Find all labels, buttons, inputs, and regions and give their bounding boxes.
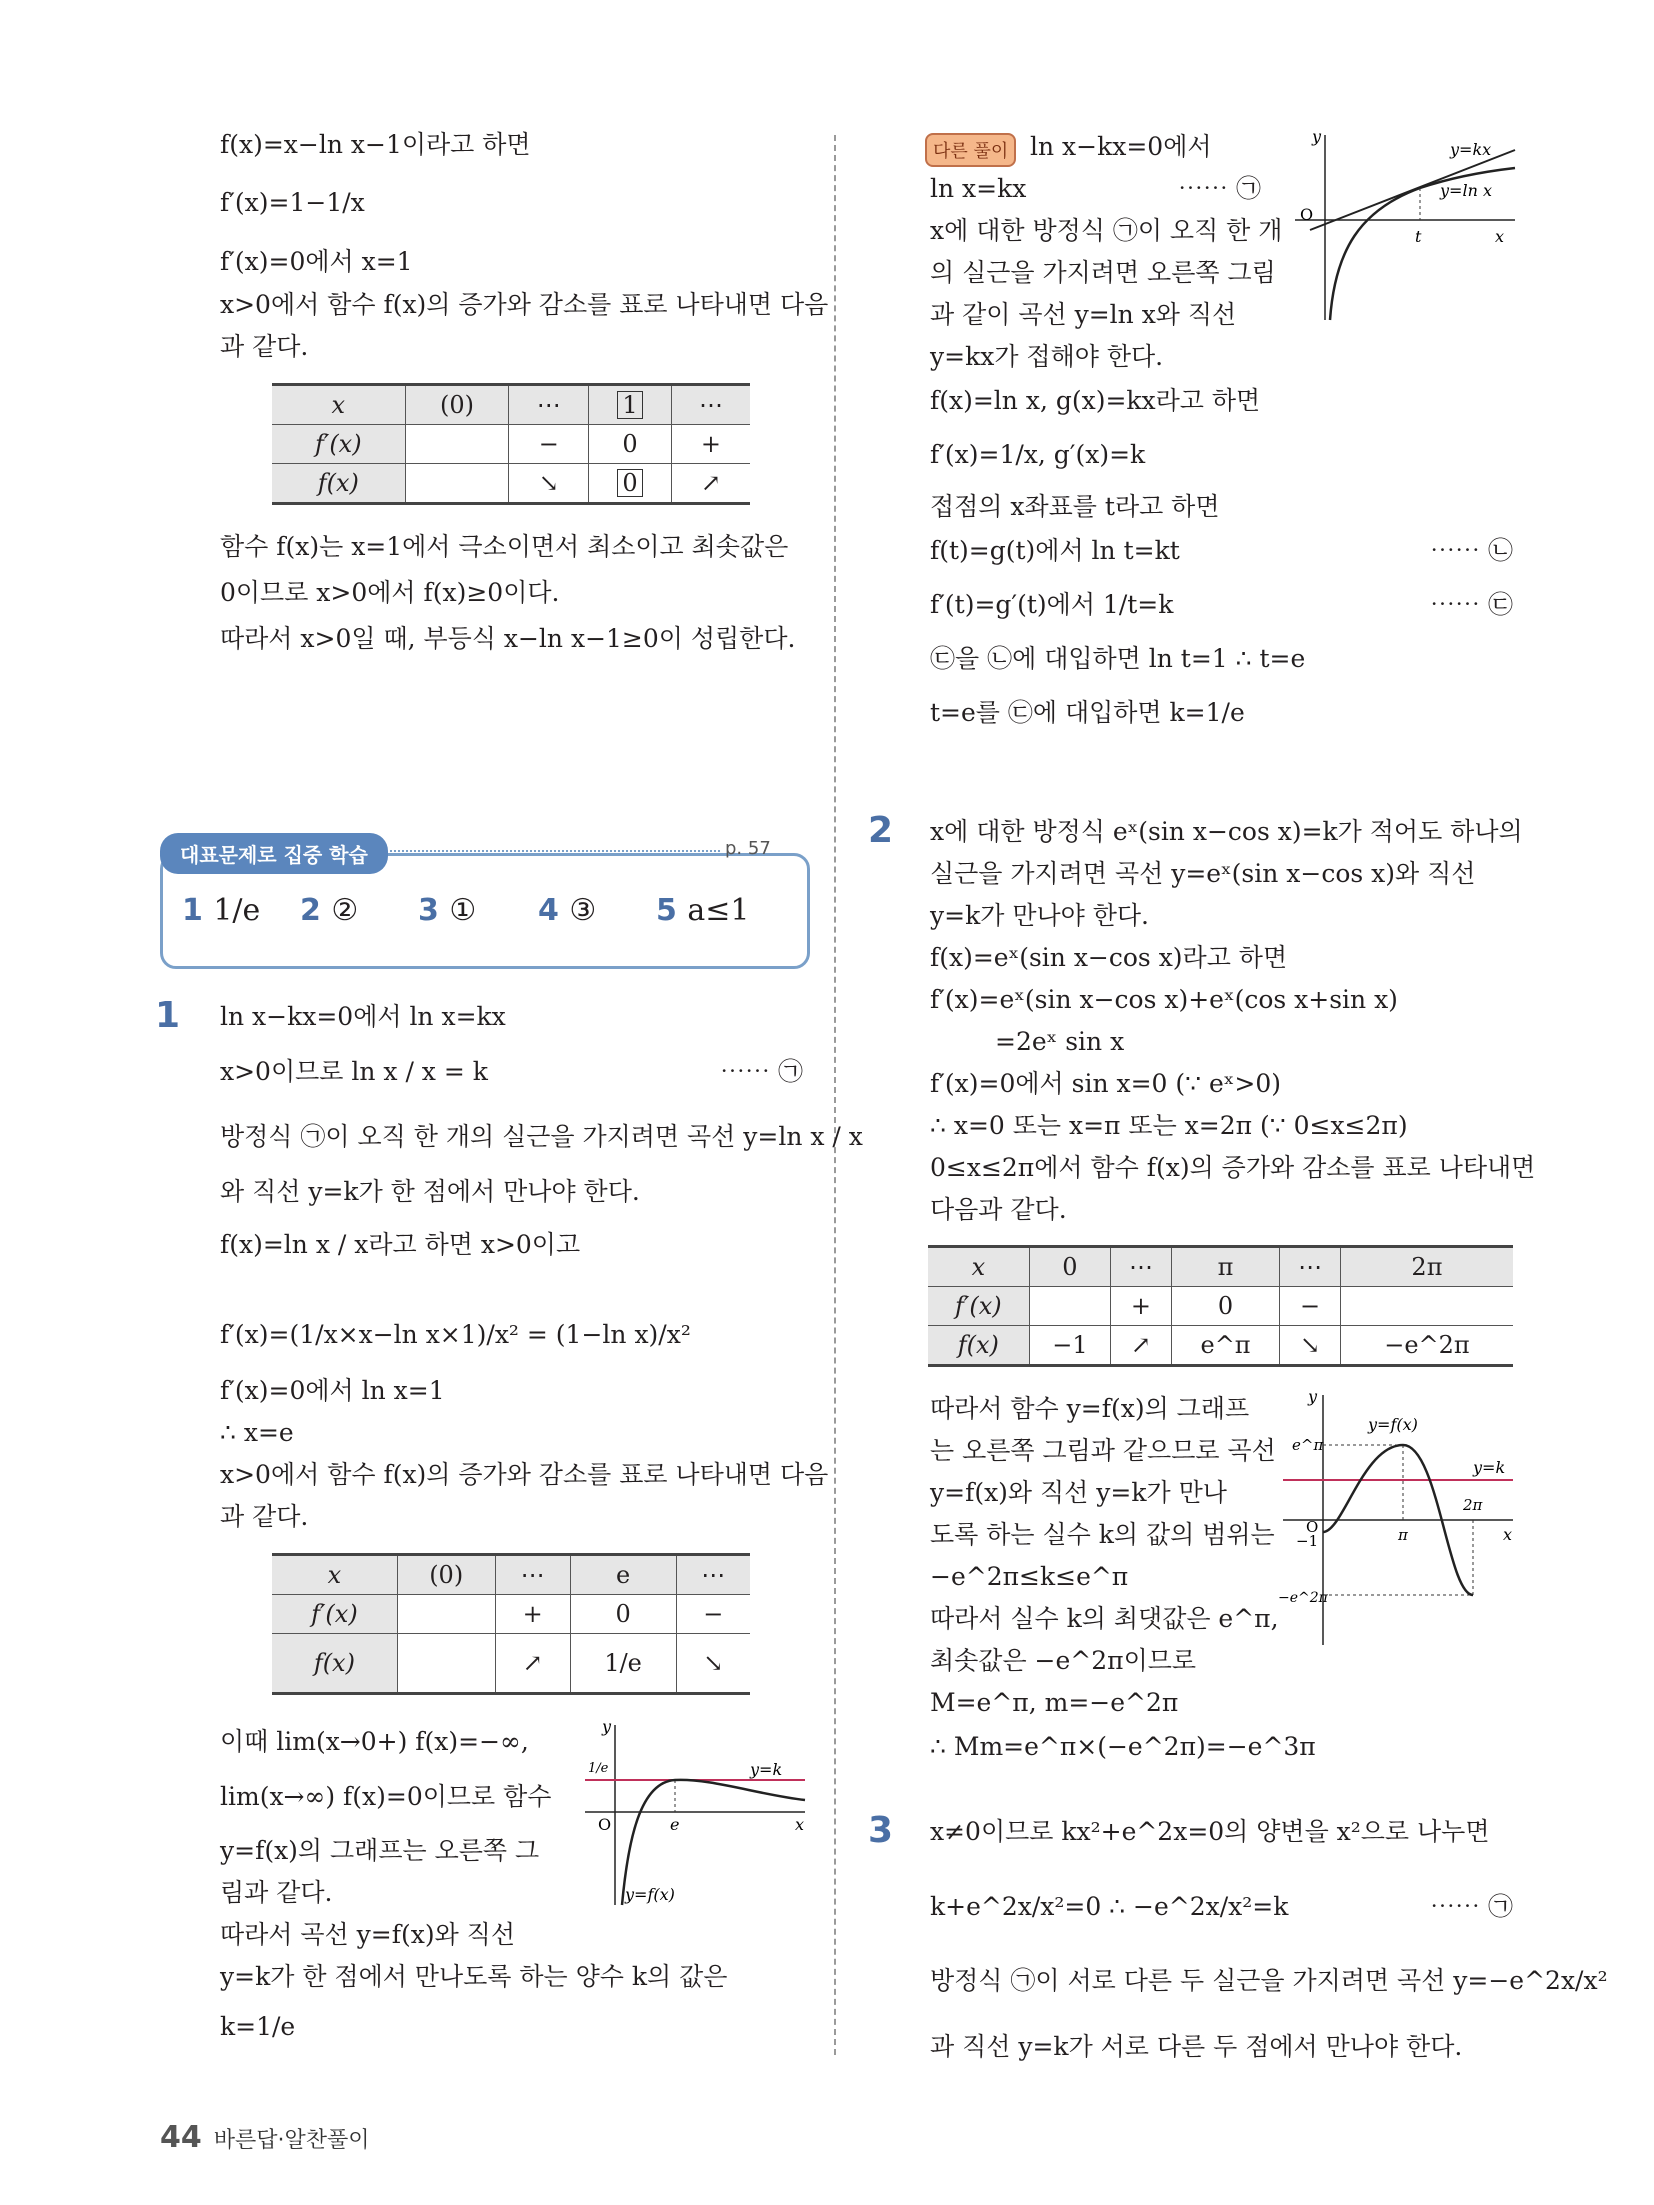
table-cell: f′(x): [272, 1595, 397, 1634]
text-line: ln x=kx: [930, 174, 1027, 203]
text-line: f′(x)=0에서 ln x=1: [220, 1376, 445, 1405]
table-cell: f(x): [272, 1634, 397, 1694]
table-cell: +: [671, 425, 750, 464]
text-line: 는 오른쪽 그림과 같으므로 곡선: [930, 1436, 1276, 1465]
table-cell: 2π: [1340, 1247, 1513, 1287]
text-line: lim(x→∞) f(x)=0이므로 함수: [220, 1782, 552, 1811]
y-axis-label: y: [602, 1720, 612, 1736]
table-cell: [405, 464, 509, 504]
table-cell: ↘: [1280, 1326, 1341, 1366]
table-cell: ⋯: [671, 385, 750, 425]
text-line: 도록 하는 실수 k의 값의 범위는: [930, 1520, 1275, 1549]
text-line: y=k가 만나야 한다.: [930, 901, 1149, 930]
text-line: 0이므로 x>0에서 f(x)≥0이다.: [220, 578, 560, 607]
text-line: t=e를 ㉢에 대입하면 k=1/e: [930, 698, 1245, 727]
increase-decrease-table-1: [272, 383, 750, 505]
table-cell: [1340, 1287, 1513, 1326]
problem-number: 1: [155, 995, 181, 1036]
alt-solution-tag: 다른 풀이: [925, 133, 1016, 167]
table-cell: +: [1111, 1287, 1172, 1326]
text-line: 따라서 실수 k의 최댓값은 e^π,: [930, 1604, 1279, 1633]
text-line: x에 대한 방정식 ㉠이 오직 한 개: [930, 216, 1283, 245]
graph-tangent: [1290, 130, 1520, 325]
problem-number: 3: [868, 1810, 894, 1851]
text-line: 의 실근을 가지려면 오른쪽 그림: [930, 258, 1276, 287]
answers-header: 대표문제로 집중 학습: [160, 833, 388, 874]
table-cell: f′(x): [272, 425, 405, 464]
text-line: 과 직선 y=k가 서로 다른 두 점에서 만나야 한다.: [930, 2032, 1463, 2061]
table-cell: x: [928, 1247, 1029, 1287]
line-label: y=k: [1473, 1458, 1506, 1477]
max-value-label: 1/e: [588, 1761, 609, 1776]
equation-mark: ⋯⋯ ㉢: [1430, 590, 1513, 619]
table-cell: +: [495, 1595, 570, 1634]
minus-one-label: −1: [1296, 1532, 1319, 1550]
table-cell: [405, 425, 509, 464]
table-cell: f(x): [928, 1326, 1029, 1366]
text-line: 방정식 ㉠이 서로 다른 두 실근을 가지려면 곡선 y=−e^2x/x²: [930, 1966, 1608, 1995]
text-line: M=e^π, m=−e^2π: [930, 1688, 1179, 1717]
e-label: e: [670, 1815, 680, 1834]
text-line: 림과 같다.: [220, 1878, 333, 1907]
intro-line: x>0에서 함수 f(x)의 증가와 감소를 표로 나타내면 다음: [220, 290, 829, 319]
text-line: ln x−kx=0에서: [1030, 132, 1212, 161]
x-axis-label: x: [1503, 1525, 1513, 1544]
equation-mark: ⋯⋯ ㉡: [1430, 536, 1513, 565]
table-cell: e: [570, 1555, 676, 1595]
table-cell: −: [676, 1595, 750, 1634]
text-line: f(x)=ln x / x라고 하면 x>0이고: [220, 1230, 581, 1259]
intro-line: f(x)=x−ln x−1이라고 하면: [220, 130, 531, 159]
text-line: y=f(x)와 직선 y=k가 만나: [930, 1478, 1227, 1507]
text-line: f(t)=g(t)에서 ln t=kt: [930, 536, 1180, 565]
table-cell: −1: [1029, 1326, 1111, 1366]
table-cell: −: [1280, 1287, 1341, 1326]
table-cell: (0): [397, 1555, 495, 1595]
table-cell: −e^2π: [1340, 1326, 1513, 1366]
text-line: k+e^2x/x²=0 ∴ −e^2x/x²=k: [930, 1892, 1289, 1921]
table-cell: e^π: [1171, 1326, 1280, 1366]
text-line: x에 대한 방정식 eˣ(sin x−cos x)=k가 적어도 하나의: [930, 817, 1523, 846]
origin-label: O: [1300, 205, 1314, 224]
table-cell: 0: [1171, 1287, 1280, 1326]
text-line: y=k가 한 점에서 만나도록 하는 양수 k의 값은: [220, 1962, 728, 1991]
answer-item: 4 ③: [538, 893, 597, 928]
text-line: 따라서 함수 y=f(x)의 그래프: [930, 1394, 1250, 1423]
x-axis-label: x: [795, 1815, 805, 1834]
text-line: 이때 lim(x→0+) f(x)=−∞,: [220, 1727, 529, 1756]
text-line: ∴ x=e: [220, 1418, 294, 1447]
table-cell: ⋯: [1111, 1247, 1172, 1287]
intro-line: 과 같다.: [220, 332, 309, 361]
increase-decrease-table-2: [272, 1553, 750, 1695]
table-cell: 1: [589, 385, 672, 425]
y-axis-label: y: [1312, 130, 1322, 146]
answer-item: 3 ①: [418, 893, 477, 928]
answer-item: 1 1/e: [182, 893, 261, 928]
text-line: f′(x)=eˣ(sin x−cos x)+eˣ(cos x+sin x): [930, 985, 1398, 1014]
intro-line: f′(x)=0에서 x=1: [220, 247, 413, 276]
table-cell: 0: [570, 1595, 676, 1634]
text-line: 실근을 가지려면 곡선 y=eˣ(sin x−cos x)와 직선: [930, 859, 1476, 888]
table-cell: 0: [1029, 1247, 1111, 1287]
table-cell: ↗: [495, 1634, 570, 1694]
text-line: y=f(x)의 그래프는 오른쪽 그: [220, 1836, 540, 1865]
table-cell: [1029, 1287, 1111, 1326]
table-cell: ⋯: [495, 1555, 570, 1595]
text-line: 최솟값은 −e^2π이므로: [930, 1646, 1197, 1675]
text-line: ln x−kx=0에서 ln x=kx: [220, 1002, 506, 1031]
curve-label: y=f(x): [625, 1885, 675, 1904]
text-line: x>0에서 함수 f(x)의 증가와 감소를 표로 나타내면 다음: [220, 1460, 829, 1489]
page-footer: [160, 2120, 370, 2155]
book-title: 바른답·알찬풀이: [213, 2128, 370, 2153]
graph-lnx-over-x: [580, 1720, 810, 1910]
equation-mark: ⋯⋯ ㉠: [1178, 174, 1261, 203]
max-label: e^π: [1292, 1436, 1324, 1454]
text-line: 함수 f(x)는 x=1에서 극소이면서 최소이고 최솟값은: [220, 532, 789, 561]
line-label: y=k: [750, 1760, 783, 1779]
text-line: =2eˣ sin x: [995, 1027, 1125, 1056]
text-line: f′(x)=0에서 sin x=0 (∵ eˣ>0): [930, 1069, 1282, 1098]
curve-label: y=f(x): [1368, 1415, 1418, 1434]
increase-decrease-table-3: [928, 1245, 1513, 1367]
table-cell: f(x): [272, 464, 405, 504]
table-cell: 0: [589, 464, 672, 504]
intro-line: f′(x)=1−1/x: [220, 188, 365, 217]
text-line: f′(t)=g′(t)에서 1/t=k: [930, 590, 1174, 619]
min-label: −e^2π: [1278, 1590, 1328, 1606]
answers-page-ref: p. 57: [725, 838, 771, 859]
table-cell: ⋯: [1280, 1247, 1341, 1287]
y-axis-label: y: [1308, 1390, 1318, 1406]
text-line: 과 같다.: [220, 1502, 309, 1531]
answer-item: 2 ②: [300, 893, 359, 928]
table-cell: ↘: [676, 1634, 750, 1694]
text-line: −e^2π≤k≤e^π: [930, 1562, 1129, 1591]
text-line: 와 직선 y=k가 한 점에서 만나야 한다.: [220, 1177, 640, 1206]
pi-label: π: [1398, 1526, 1408, 1544]
text-line: 따라서 x>0일 때, 부등식 x−ln x−1≥0이 성립한다.: [220, 624, 796, 653]
table-cell: [397, 1595, 495, 1634]
text-line: 접점의 x좌표를 t라고 하면: [930, 492, 1220, 521]
table-cell: x: [272, 385, 405, 425]
equation-mark: ⋯⋯ ㉠: [720, 1057, 803, 1086]
answers-header-rule: [390, 850, 720, 852]
table-cell: ↗: [1111, 1326, 1172, 1366]
table-cell: f′(x): [928, 1287, 1029, 1326]
text-line: ∴ x=0 또는 x=π 또는 x=2π (∵ 0≤x≤2π): [930, 1111, 1408, 1140]
table-cell: ↘: [509, 464, 589, 504]
equation-mark: ⋯⋯ ㉠: [1430, 1892, 1513, 1921]
table-cell: ⋯: [676, 1555, 750, 1595]
table-cell: ↗: [671, 464, 750, 504]
column-divider: [834, 135, 836, 2055]
x-axis-label: x: [1495, 227, 1505, 246]
text-line: ∴ Mm=e^π×(−e^2π)=−e^3π: [930, 1732, 1316, 1761]
table-cell: −: [509, 425, 589, 464]
page-number: 44: [160, 2120, 202, 2155]
two-pi-label: 2π: [1463, 1496, 1483, 1514]
origin-label: O: [598, 1815, 612, 1834]
text-line: k=1/e: [220, 2012, 296, 2041]
text-line: f(x)=ln x, g(x)=kx라고 하면: [930, 386, 1261, 415]
table-cell: (0): [405, 385, 509, 425]
graph-exsin: [1278, 1390, 1518, 1650]
text-line: f′(x)=(1/x×x−ln x×1)/x² = (1−ln x)/x²: [220, 1320, 691, 1349]
text-line: f′(x)=1/x, g′(x)=k: [930, 440, 1146, 469]
text-line: 다음과 같다.: [930, 1195, 1067, 1224]
origin-label: O: [1306, 1518, 1319, 1536]
curve-label: y=ln x: [1440, 181, 1492, 200]
text-line: 과 같이 곡선 y=ln x와 직선: [930, 300, 1237, 329]
text-line: 방정식 ㉠이 오직 한 개의 실근을 가지려면 곡선 y=ln x / x: [220, 1122, 863, 1151]
text-line: x≠0이므로 kx²+e^2x=0의 양변을 x²으로 나누면: [930, 1817, 1490, 1846]
text-line: f(x)=eˣ(sin x−cos x)라고 하면: [930, 943, 1288, 972]
table-cell: 0: [589, 425, 672, 464]
text-line: ㉢을 ㉡에 대입하면 ln t=1 ∴ t=e: [930, 644, 1306, 673]
answer-item: 5 a≤1: [656, 893, 750, 928]
table-cell: [397, 1634, 495, 1694]
problem-number: 2: [868, 810, 894, 851]
table-cell: x: [272, 1555, 397, 1595]
t-label: t: [1415, 227, 1422, 246]
text-line: 따라서 곡선 y=f(x)와 직선: [220, 1920, 515, 1949]
text-line: y=kx가 접해야 한다.: [930, 342, 1164, 371]
table-cell: 1/e: [570, 1634, 676, 1694]
table-cell: π: [1171, 1247, 1280, 1287]
line-label: y=kx: [1450, 140, 1492, 159]
text-line: 0≤x≤2π에서 함수 f(x)의 증가와 감소를 표로 나타내면: [930, 1153, 1536, 1182]
text-line: x>0이므로 ln x / x = k: [220, 1057, 488, 1086]
table-cell: ⋯: [509, 385, 589, 425]
